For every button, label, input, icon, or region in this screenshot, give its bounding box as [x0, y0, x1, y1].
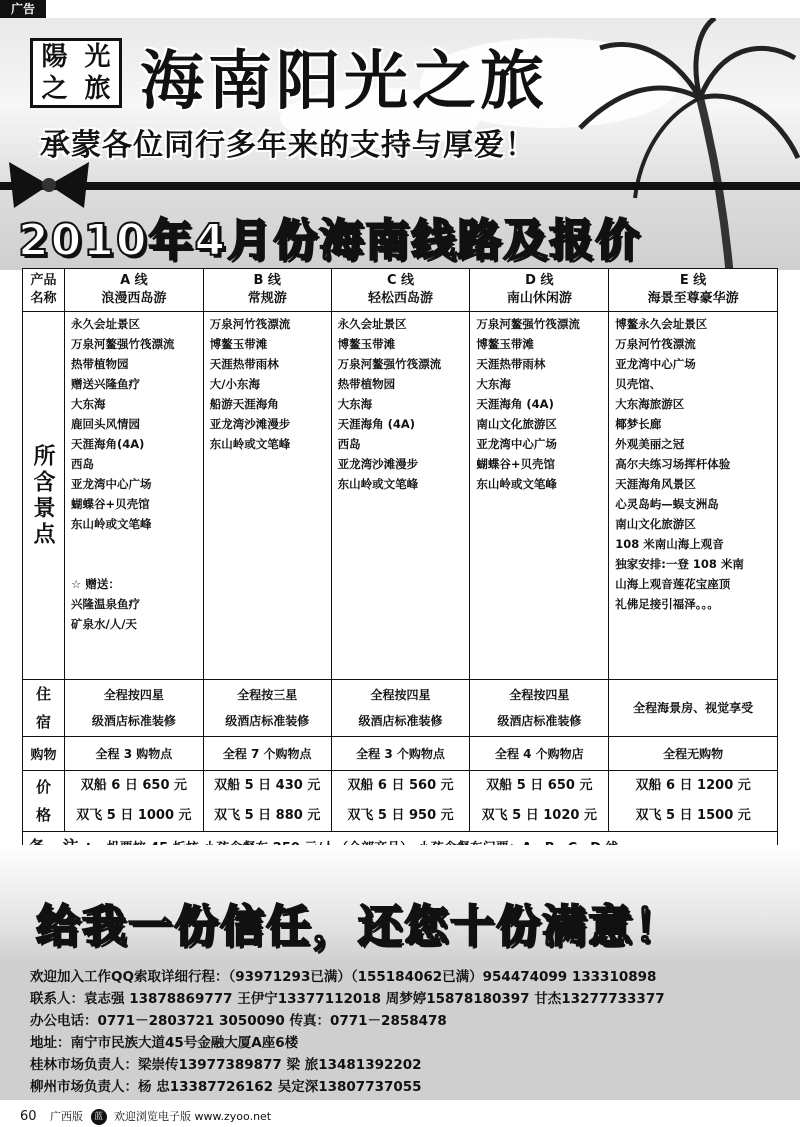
spots-label: 所含景点	[23, 312, 65, 680]
page-number: 60	[20, 1109, 37, 1124]
contact-qq: 欢迎加入工作QQ索取详细行程：（93971293已满）（155184062已满）954474099 133310898	[30, 969, 657, 985]
route-a-spots: 永久会址景区 万泉河鳌强竹筏漂流 热带植物园 赠送兴隆鱼疗 大东海 鹿回头风情园 天涯海角(4A) 西岛 亚龙湾中心广场 蝴蝶谷+贝壳馆 东山岭或文笔峰 ☆ 赠送： 兴隆温泉鱼疗 矿泉水/人/天	[65, 312, 204, 680]
table-header-row	[23, 269, 778, 312]
route-d-header: D 线 南山休闲游	[470, 269, 609, 312]
contact-block	[0, 962, 800, 1100]
price-label: 价 格	[23, 771, 65, 832]
logo-char: 光	[84, 42, 111, 72]
route-a-prices: 双船 6 日 650 元 双飞 5 日 1000 元	[65, 771, 204, 832]
ribbon-bow-icon	[4, 160, 94, 210]
edition-badge-icon: 蓝	[91, 1109, 107, 1125]
route-b-lodging: 全程按三星 级酒店标准装修	[203, 680, 331, 737]
route-e-prices: 双船 6 日 1200 元 双飞 5 日 1500 元	[609, 771, 778, 832]
route-price-table	[22, 268, 778, 891]
lodging-label: 住 宿	[23, 680, 65, 737]
route-e-header: E 线 海景至尊豪华游	[609, 269, 778, 312]
logo-char: 旅	[84, 74, 111, 104]
contact-persons: 联系人：袁志强 13878869777 王伊宁13377112018 周梦婷15878180397 甘杰13277733377	[30, 991, 665, 1007]
gift-note: ☆ 赠送： 兴隆温泉鱼疗 矿泉水/人/天	[71, 577, 140, 631]
price-row	[23, 771, 778, 832]
route-a-header: A 线 浪漫西岛游	[65, 269, 204, 312]
slogan: 给我一份信任，还您十份满意！	[36, 901, 680, 952]
route-c-shopping: 全程 3 个购物点	[331, 737, 470, 771]
contact-liuzhou: 柳州市场负责人：杨 忠13387726162 吴定深13807737055	[30, 1079, 422, 1095]
route-d-shopping: 全程 4 个购物店	[470, 737, 609, 771]
corner-label: 产品 名称	[23, 269, 65, 312]
route-b-header: B 线 常规游	[203, 269, 331, 312]
route-a-shopping: 全程 3 购物点	[65, 737, 204, 771]
route-c-header: C 线 轻松西岛游	[331, 269, 470, 312]
edition-label: 广西版	[50, 1110, 84, 1123]
footer-website[interactable]: 欢迎浏览电子版 www.zyoo.net	[114, 1110, 272, 1123]
subtitle: 承蒙各位同行多年来的支持与厚爱！	[40, 128, 536, 163]
page-footer	[0, 1102, 800, 1127]
brand-logo	[30, 38, 122, 108]
route-a-lodging: 全程按四星 级酒店标准装修	[65, 680, 204, 737]
route-e-spots: 博鳌永久会址景区 万泉河竹筏漂流 亚龙湾中心广场 贝壳馆、 大东海旅游区 椰梦长廊 外观美丽之冠 高尔夫练习场挥杆体验 天涯海角风景区 心灵岛屿—蜈支洲岛 南山文化旅游区 108 米南山海上观音 独家安排:一登 108 米南 山海上观音莲花宝座顶 礼佛足接引福泽。。。	[609, 312, 778, 680]
route-e-shopping: 全程无购物	[609, 737, 778, 771]
contact-address: 地址：南宁市民族大道45号金融大厦A座6楼	[30, 1035, 299, 1051]
shopping-label: 购物	[23, 737, 65, 771]
logo-char: 陽	[41, 42, 68, 72]
route-e-lodging: 全程海景房、视觉享受	[609, 680, 778, 737]
ad-tag: 广告	[0, 0, 46, 18]
logo-char: 之	[41, 74, 68, 104]
spots-row	[23, 312, 778, 680]
main-title: 海南阳光之旅	[140, 45, 548, 119]
route-c-lodging: 全程按四星 级酒店标准装修	[331, 680, 470, 737]
route-b-spots: 万泉河竹筏漂流 博鳌玉带滩 天涯热带雨林 大/小东海 船游天涯海角 亚龙湾沙滩漫步 东山岭或文笔峰	[203, 312, 331, 680]
contact-office-phone: 办公电话：0771－2803721 3050090 传真：0771－2858478	[30, 1013, 447, 1029]
route-c-prices: 双船 6 日 560 元 双飞 5 日 950 元	[331, 771, 470, 832]
route-c-spots: 永久会址景区 博鳌玉带滩 万泉河鳌强竹筏漂流 热带植物园 大东海 天涯海角 (4A) 西岛 亚龙湾沙滩漫步 东山岭或文笔峰	[331, 312, 470, 680]
price-list-title: 2010年4月份海南线路及报价	[18, 215, 642, 266]
contact-guilin: 桂林市场负责人：梁崇传13977389877 梁 旅13481392202	[30, 1057, 422, 1073]
route-b-prices: 双船 5 日 430 元 双飞 5 日 880 元	[203, 771, 331, 832]
route-d-prices: 双船 5 日 650 元 双飞 5 日 1020 元	[470, 771, 609, 832]
shopping-row	[23, 737, 778, 771]
route-b-shopping: 全程 7 个购物点	[203, 737, 331, 771]
route-d-lodging: 全程按四星 级酒店标准装修	[470, 680, 609, 737]
ribbon-band	[0, 182, 800, 190]
route-d-spots: 万泉河鳌强竹筏漂流 博鳌玉带滩 天涯热带雨林 大东海 天涯海角 (4A) 南山文化旅游区 亚龙湾中心广场 蝴蝶谷+贝壳馆 东山岭或文笔峰	[470, 312, 609, 680]
lodging-row	[23, 680, 778, 737]
